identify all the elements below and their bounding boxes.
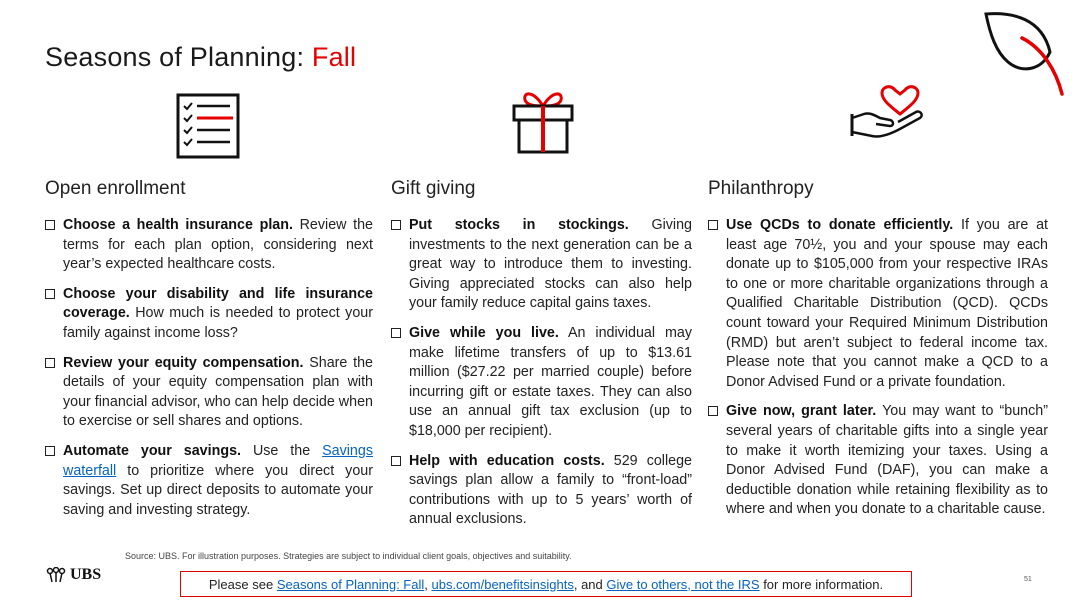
notice-text: , bbox=[424, 576, 432, 592]
column-open-enrollment bbox=[45, 178, 373, 530]
list-item bbox=[45, 354, 373, 432]
title-main: Seasons of Planning: bbox=[45, 42, 312, 72]
notice-text: for more information. bbox=[759, 576, 884, 592]
notice-text: , and bbox=[573, 576, 607, 592]
list-item bbox=[708, 216, 1048, 392]
benefits-insights-link[interactable]: ubs.com/benefitsinsights bbox=[431, 576, 574, 592]
more-info-notice bbox=[180, 571, 912, 597]
list-item bbox=[45, 285, 373, 344]
checkbox-icon bbox=[45, 289, 55, 299]
item-text: Share the details of your equity compensation plan with your financial advisor, who can help decide when to exercise or sell shares and options. bbox=[63, 354, 373, 430]
notice-text: Please see bbox=[208, 576, 277, 592]
item-text: Use the bbox=[241, 442, 323, 459]
item-text: to prioritize where you direct your savings. Set up direct deposits to automate your saving and investing strategy. bbox=[63, 462, 373, 518]
item-title: Review your equity compensation. bbox=[63, 354, 304, 371]
list-item bbox=[45, 216, 373, 275]
leaf-logo-icon bbox=[982, 8, 1066, 100]
column-philanthropy bbox=[708, 178, 1048, 530]
item-title: Put stocks in stockings. bbox=[409, 217, 629, 233]
item-title: Choose a health insurance plan. bbox=[63, 217, 293, 233]
checkbox-icon bbox=[45, 220, 55, 230]
checkbox-icon bbox=[391, 456, 401, 466]
ubs-logo bbox=[46, 566, 101, 584]
checkbox-icon bbox=[45, 446, 55, 456]
column-heading: Philanthropy bbox=[708, 178, 814, 199]
item-text: How much is needed to protect your family against income loss? bbox=[63, 305, 373, 341]
column-gift-giving bbox=[391, 178, 692, 540]
page-number: 51 bbox=[1024, 576, 1032, 583]
seasons-of-planning-link[interactable]: Seasons of Planning: Fall bbox=[276, 576, 425, 592]
source-note: Source: UBS. For illustration purposes. Strategies are subject to individual client goals, objectives and suitability. bbox=[125, 551, 572, 561]
checkbox-icon bbox=[708, 220, 718, 230]
item-title: Use QCDs to donate efficiently. bbox=[726, 217, 954, 233]
savings-waterfall-link[interactable]: Savings waterfall bbox=[63, 442, 373, 479]
checkbox-icon bbox=[391, 328, 401, 338]
heart-hand-icon bbox=[850, 84, 926, 144]
item-text: Review the terms for each plan option, considering next year’s expected healthcare costs. bbox=[63, 217, 373, 273]
column-heading: Gift giving bbox=[391, 178, 476, 199]
item-text: If you are at least age 70½, you and your spouse may each donate up to $105,000 from your respective IRAs to one or more charitable organizations through a Qualified Charitable Distribution (QCD). QCDs count toward your Required Minimum Distribution (RMD) but aren’t subject to federal income tax. Please note that you cannot make a QCD to a Donor Advised Fund or a private foundation. bbox=[726, 217, 1048, 390]
item-title: Give now, grant later. bbox=[726, 403, 877, 420]
list-item bbox=[708, 402, 1048, 520]
ubs-keys-icon bbox=[46, 567, 66, 583]
checkbox-icon bbox=[708, 406, 718, 416]
give-to-others-link[interactable]: Give to others, not the IRS bbox=[606, 576, 760, 592]
brand-name: UBS bbox=[70, 566, 102, 583]
item-text: 529 college savings plan allow a family to “front-load” contributions with up to 5 years’ worth of annual exclusions. bbox=[409, 452, 693, 528]
checklist-icon bbox=[176, 92, 242, 160]
item-title: Automate your savings. bbox=[63, 442, 241, 459]
title-accent: Fall bbox=[311, 42, 357, 72]
list-item bbox=[391, 216, 692, 314]
list-item bbox=[391, 324, 692, 442]
checkbox-icon bbox=[391, 220, 401, 230]
item-title: Choose your disability and life insurance coverage. bbox=[63, 285, 373, 322]
item-text: Giving investments to the next generation can be a great way to introduce them to investing. Giving appreciated stocks can also help your family reduce capital gains taxes. bbox=[409, 217, 693, 312]
item-text: You may want to “bunch” several years of charitable gifts into a single year to make it worth itemizing your taxes. Using a Donor Advised Fund (DAF), you can make a deductible donation while retaining flexibility as to where and when you donate to a charitable cause. bbox=[726, 403, 1048, 518]
item-title: Help with education costs. bbox=[409, 452, 605, 469]
column-heading: Open enrollment bbox=[45, 178, 186, 199]
list-item bbox=[391, 452, 692, 530]
page-title bbox=[45, 42, 356, 73]
checkbox-icon bbox=[45, 358, 55, 368]
list-item bbox=[45, 442, 373, 520]
item-text: An individual may make lifetime transfers of up to $13.61 million ($27.22 per married couple) before incurring gift or estate taxes. They can also use an annual gift tax exclusion (up to $18,000 per recipient). bbox=[409, 324, 692, 439]
gift-icon bbox=[511, 86, 575, 156]
item-title: Give while you live. bbox=[409, 324, 559, 341]
